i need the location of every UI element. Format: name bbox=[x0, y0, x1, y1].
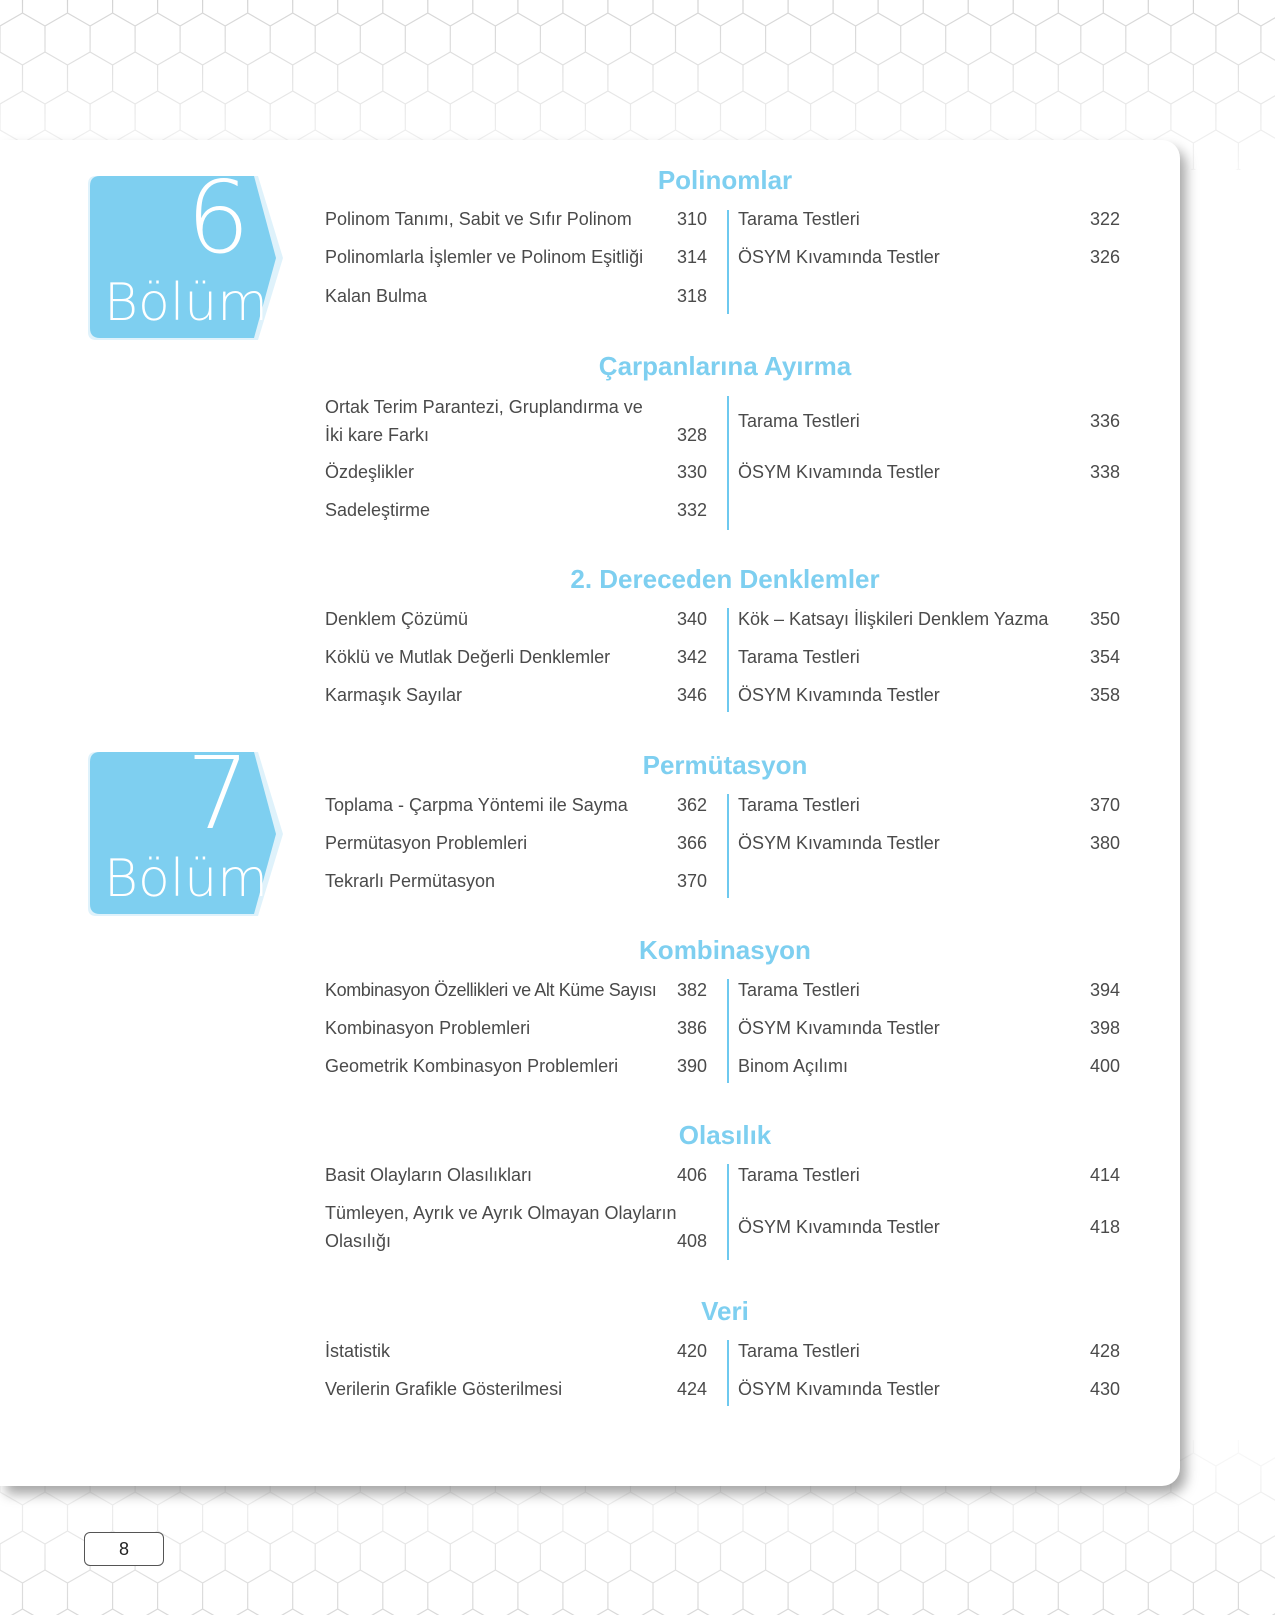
section-divider bbox=[727, 1340, 729, 1406]
entry-title-line-2: İki kare Farkı bbox=[325, 425, 430, 445]
entry-title: Tarama Testleri bbox=[738, 1165, 860, 1185]
entry-page: 394 bbox=[1089, 980, 1120, 1000]
chapter-6-badge bbox=[86, 159, 286, 344]
section-title-permutasyon: Permütasyon bbox=[642, 750, 808, 780]
entry-title: Ortak Terim Parantezi, Gruplandırma ve bbox=[325, 397, 643, 417]
entry-page: 390 bbox=[676, 1056, 707, 1076]
entry-title: ÖSYM Kıvamında Testler bbox=[738, 1217, 940, 1237]
entry-page: 340 bbox=[676, 609, 707, 629]
section-title-carpanlarina-ayirma: Çarpanlarına Ayırma bbox=[598, 351, 852, 381]
entry-title: Köklü ve Mutlak Değerli Denklemler bbox=[325, 647, 611, 667]
entry-title: Özdeşlikler bbox=[325, 462, 415, 482]
entry-page: 310 bbox=[676, 209, 707, 229]
entry-title: Binom Açılımı bbox=[738, 1056, 849, 1076]
entry-title: Tarama Testleri bbox=[738, 411, 860, 431]
section-title-polinomlar: Polinomlar bbox=[657, 165, 793, 195]
section-divider bbox=[727, 608, 729, 712]
entry-title: Kök – Katsayı İlişkileri Denklem Yazma bbox=[738, 609, 1049, 629]
entry-page: 358 bbox=[1089, 685, 1120, 705]
entry-page: 346 bbox=[676, 685, 707, 705]
entry-title: Tarama Testleri bbox=[738, 795, 860, 815]
entry-page: 336 bbox=[1089, 411, 1120, 431]
entry-title-line-2: Olasılığı bbox=[325, 1231, 392, 1251]
entry-page: 400 bbox=[1089, 1056, 1120, 1076]
entry-title: Verilerin Grafikle Gösterilmesi bbox=[325, 1379, 563, 1399]
entry-title: ÖSYM Kıvamında Testler bbox=[738, 833, 940, 853]
entry-title: Polinomlarla İşlemler ve Polinom Eşitliği bbox=[325, 247, 644, 267]
entry-title: Kombinasyon Problemleri bbox=[325, 1018, 531, 1038]
entry-title: Tekrarlı Permütasyon bbox=[325, 871, 496, 891]
entry-title: Tümleyen, Ayrık ve Ayrık Olmayan Olayların bbox=[325, 1203, 677, 1223]
entry-title: Kalan Bulma bbox=[325, 286, 428, 306]
entry-title: İstatistik bbox=[325, 1341, 391, 1361]
section-title-veri: Veri bbox=[701, 1296, 749, 1326]
entry-page: 420 bbox=[676, 1341, 707, 1361]
entry-page: 408 bbox=[676, 1231, 707, 1251]
entry-title: Permütasyon Problemleri bbox=[325, 833, 528, 853]
entry-title: ÖSYM Kıvamında Testler bbox=[738, 685, 940, 705]
entry-page: 338 bbox=[1089, 462, 1120, 482]
entry-title: ÖSYM Kıvamında Testler bbox=[738, 1379, 940, 1399]
entry-page: 418 bbox=[1089, 1217, 1120, 1237]
entry-page: 370 bbox=[676, 871, 707, 891]
entry-page: 326 bbox=[1089, 247, 1120, 267]
entry-title: Denklem Çözümü bbox=[325, 609, 469, 629]
entry-title: Kombinasyon Özellikleri ve Alt Küme Sayısı bbox=[325, 980, 657, 1000]
entry-page: 342 bbox=[676, 647, 707, 667]
entry-page: 424 bbox=[676, 1379, 707, 1399]
chapter-6-label: Bölüm bbox=[104, 273, 268, 333]
entry-page: 366 bbox=[676, 833, 707, 853]
entry-page: 354 bbox=[1089, 647, 1120, 667]
entry-title: Tarama Testleri bbox=[738, 209, 860, 229]
entry-title: Tarama Testleri bbox=[738, 647, 860, 667]
entry-title: Polinom Tanımı, Sabit ve Sıfır Polinom bbox=[325, 209, 632, 229]
section-title-ikinci-dereceden-denklemler: 2. Dereceden Denklemler bbox=[570, 564, 880, 594]
entry-page: 322 bbox=[1089, 209, 1120, 229]
section-divider bbox=[727, 794, 729, 898]
entry-title: Toplama - Çarpma Yöntemi ile Sayma bbox=[325, 795, 628, 815]
section-divider bbox=[727, 396, 729, 530]
entry-page: 350 bbox=[1089, 609, 1120, 629]
entry-page: 398 bbox=[1089, 1018, 1120, 1038]
entry-page: 318 bbox=[676, 286, 707, 306]
entry-title: Karmaşık Sayılar bbox=[325, 685, 463, 705]
entry-page: 406 bbox=[676, 1165, 707, 1185]
entry-page: 414 bbox=[1089, 1165, 1120, 1185]
section-divider bbox=[727, 979, 729, 1083]
section-divider bbox=[727, 210, 729, 314]
section-divider bbox=[727, 1164, 729, 1260]
section-title-kombinasyon: Kombinasyon bbox=[639, 935, 811, 965]
entry-title: Tarama Testleri bbox=[738, 1341, 860, 1361]
entry-page: 370 bbox=[1089, 795, 1120, 815]
section-title-olasilik: Olasılık bbox=[678, 1120, 772, 1150]
entry-page: 330 bbox=[676, 462, 707, 482]
chapter-7-number: 7 bbox=[186, 735, 250, 852]
entry-title: ÖSYM Kıvamında Testler bbox=[738, 462, 940, 482]
entry-title: Basit Olayların Olasılıkları bbox=[325, 1165, 533, 1185]
entry-page: 430 bbox=[1089, 1379, 1120, 1399]
entry-page: 380 bbox=[1089, 833, 1120, 853]
entry-title: Tarama Testleri bbox=[738, 980, 860, 1000]
entry-page: 362 bbox=[676, 795, 707, 815]
entry-page: 314 bbox=[676, 247, 707, 267]
entry-title: Sadeleştirme bbox=[325, 500, 431, 520]
entry-page: 382 bbox=[676, 980, 707, 1000]
chapter-7-badge bbox=[86, 735, 286, 920]
chapter-6-number: 6 bbox=[186, 159, 250, 276]
entry-page: 386 bbox=[676, 1018, 707, 1038]
entry-title: ÖSYM Kıvamında Testler bbox=[738, 247, 940, 267]
entry-page: 328 bbox=[676, 425, 707, 445]
entry-title: ÖSYM Kıvamında Testler bbox=[738, 1018, 940, 1038]
chapter-7-label: Bölüm bbox=[104, 849, 268, 909]
page-number: 8 bbox=[84, 1532, 164, 1566]
entry-page: 332 bbox=[676, 500, 707, 520]
entry-title: Geometrik Kombinasyon Problemleri bbox=[325, 1056, 619, 1076]
entry-page: 428 bbox=[1089, 1341, 1120, 1361]
